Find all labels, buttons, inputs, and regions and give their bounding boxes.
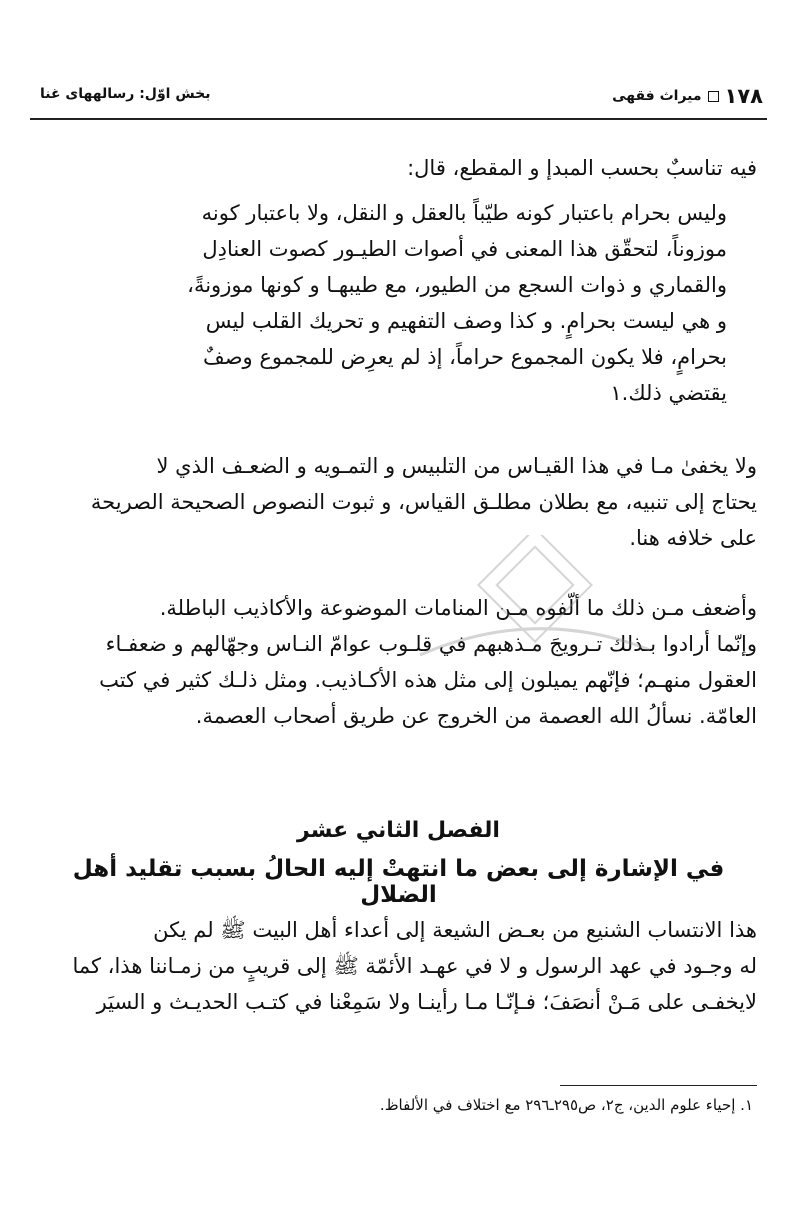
quote-line: موزوناً، لتحقّق هذا المعنى في أصوات الطيـور كصوت العنادِل bbox=[202, 237, 727, 261]
page-number: ١٧٨ bbox=[724, 84, 763, 108]
paragraph-line: يحتاج إلى تنبيه، مع بطلان مطلـق القياس، و ثبوت النصوص الصحيحة الصريحة bbox=[90, 490, 757, 514]
chapter-subtitle: في الإشارة إلى بعض ما انتهتْ إليه الحالُ بسبب تقليد أهل الضلال bbox=[72, 856, 725, 908]
chapter-title: الفصل الثاني عشر bbox=[297, 818, 500, 843]
header-divider bbox=[30, 118, 767, 120]
chapter-paragraph bbox=[40, 912, 757, 1020]
paragraph-line: على خلافه هنا. bbox=[629, 526, 757, 550]
quote-line: بحرامٍ، فلا يكون المجموع حراماً، إذ لم يعرِض للمجموع وصفٌ bbox=[202, 345, 727, 369]
footnote-divider bbox=[560, 1085, 757, 1086]
paragraph-line: وأضعف مـن ذلك ما ألّفوه مـن المنامات الموضوعة والأكاذيب الباطلة. bbox=[159, 596, 757, 620]
header-page-info bbox=[612, 84, 763, 108]
paragraph-line: لايخفـى على مَـنْ أنصَفَ؛ فـإنّـا مـا رأينـا ولا سَمِعْنا في كتـب الحديـث و السيَر bbox=[96, 990, 757, 1014]
quote-line: وليس بحرام باعتبار كونه طيّباً بالعقل و النقل، ولا باعتبار كونه bbox=[201, 201, 727, 225]
quote-line: و هي ليست بحرامٍ. و كذا وصف التفهيم و تحريك القلب ليس bbox=[205, 309, 727, 333]
paragraph-line: هذا الانتساب الشنيع من بعـض الشيعة إلى أعداء أهل البيت ﷺ لم يكن bbox=[153, 918, 757, 942]
paragraph-line: وإنّما أرادوا بـذلك تـرويجَ مـذهبهم في قلـوب عوامّ النـاس وجهّالهم و ضعفـاء bbox=[105, 632, 757, 656]
footnote: ١. إحياء علوم الدين، ج٢، ص٢٩٥ـ٢٩٦ مع اختلاف في الألفاظ. bbox=[379, 1096, 753, 1114]
library-watermark-icon bbox=[400, 535, 670, 675]
quote-line: والقماري و ذوات السجع من الطيور، مع طيبهـا و كونها موزونةً، bbox=[187, 273, 727, 297]
quote-line: يقتضي ذلك.١ bbox=[610, 381, 727, 405]
section-label: بخش اوّل: رسالههای غنا bbox=[40, 86, 211, 102]
paragraph-line: له وجـود في عهد الرسول و لا في عهـد الأئمّة ﷺ إلى قريبٍ من زمـاننا هذا، كما bbox=[72, 954, 757, 978]
square-icon bbox=[708, 91, 719, 102]
paragraph-line: ولا يخفىٰ مـا في هذا القيـاس من التلبيس و التمـويه و الضعـف الذي لا bbox=[156, 454, 757, 478]
book-title: میراث فقهی bbox=[612, 88, 702, 104]
paragraph-line: العقول منهـم؛ فإنّهم يميلون إلى مثل هذه الأكـاذيب. ومثل ذلـك كثير في كتب bbox=[99, 668, 757, 692]
quote-block bbox=[40, 195, 727, 411]
intro-paragraph bbox=[40, 150, 757, 186]
paragraph-line: العامّة. نسألُ الله العصمة من الخروج عن طريق أصحاب العصمة. bbox=[195, 704, 757, 728]
intro-line: فيه تناسبٌ بحسب المبدإ و المقطع، قال: bbox=[407, 156, 757, 180]
page-header bbox=[30, 84, 767, 118]
